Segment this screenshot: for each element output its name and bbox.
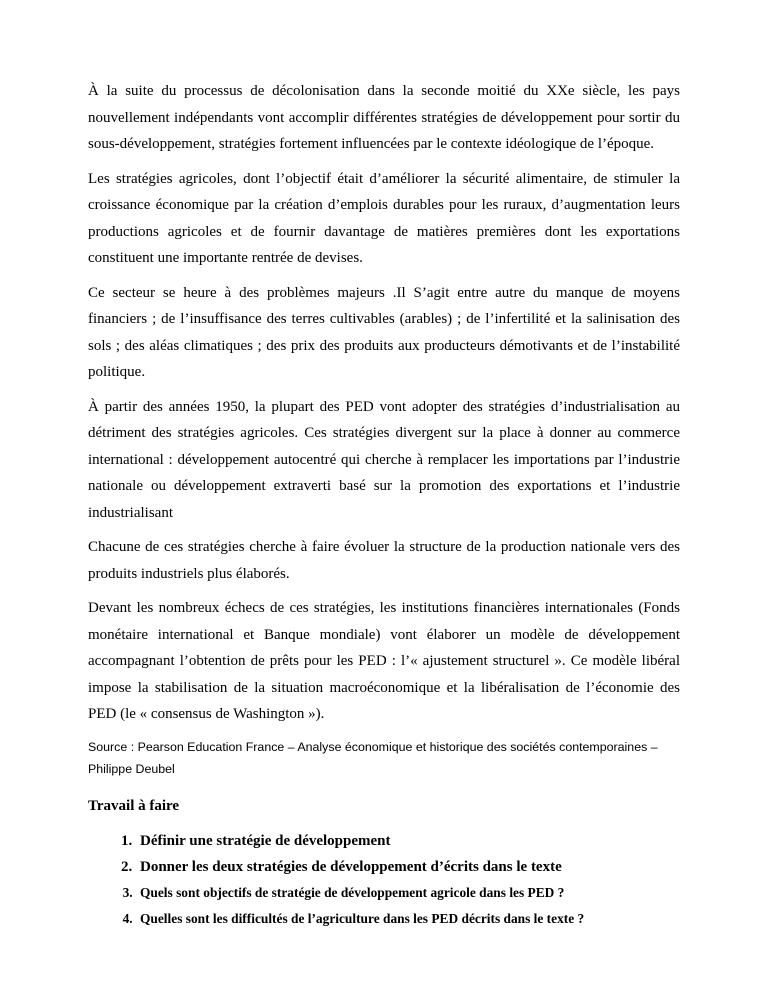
- task-item: 4. Quelles sont les difficultés de l’agriculture dans les PED décrits dans le texte ?: [136, 906, 680, 932]
- document-page: [88, 78, 680, 932]
- paragraph-decolonisation: À la suite du processus de décolonisation dans la seconde moitié du XXe siècle, les pays nouvellement indépendants vont accomplir différentes stratégies de développement pour sortir du sous-développement, stratégies fortement influencées par le contexte idéologique de l’époque.: [88, 83, 680, 152]
- source-citation: Source : Pearson Education France – Analyse économique et historique des sociétés contemporaines – Philippe Deubel: [88, 739, 658, 776]
- paragraph-structure-production: Chacune de ces stratégies cherche à faire évoluer la structure de la production nationale vers des produits industriels plus élaborés.: [88, 539, 680, 582]
- task-item: 2. Donner les deux stratégies de développement d’écrits dans le texte: [136, 854, 680, 880]
- paragraph-industrialisation: À partir des années 1950, la plupart des PED vont adopter des stratégies d’industrialisation au détriment des stratégies agricoles. Ces stratégies divergent sur la place à donner au commerce international : développement autocentré qui cherche à remplacer les importations par l’industrie nationale ou développement extraverti basé sur la promotion des exportations et l’industrie industrialisant: [88, 398, 680, 521]
- work-heading: Travail à faire: [88, 797, 180, 814]
- task-list: [88, 828, 680, 932]
- paragraph-ajustement-structurel: Devant les nombreux échecs de ces stratégies, les institutions financières internationales (Fonds monétaire international et Banque mondiale) vont élaborer un modèle de développement accompagnant l’obtention de prêts pour les PED : l’« ajustement structurel ». Ce modèle libéral impose la stabilisation de la situation macroéconomique et la libéralisation de l’économie des PED (le « consensus de Washington »).: [88, 600, 680, 722]
- paragraph-problemes-majeurs: Ce secteur se heure à des problèmes majeurs .Il S’agit entre autre du manque de moyens financiers ; de l’insuffisance des terres cultivables (arables) ; de l’infertilité et la salinisation des sols ; des aléas climatiques ; des prix des produits aux producteurs démotivants et de l’instabilité politique.: [88, 284, 680, 380]
- task-item: 1. Définir une stratégie de développement: [136, 828, 680, 854]
- paragraph-strategies-agricoles: Les stratégies agricoles, dont l’objectif était d’améliorer la sécurité alimentaire, de stimuler la croissance économique par la création d’emplois durables pour les ruraux, d’augmentation leurs productions agricoles et de fournir davantage de matières premières dont les exportations constituent une importante rentrée de devises.: [88, 170, 680, 266]
- task-item: 3. Quels sont objectifs de stratégie de développement agricole dans les PED ?: [136, 880, 680, 906]
